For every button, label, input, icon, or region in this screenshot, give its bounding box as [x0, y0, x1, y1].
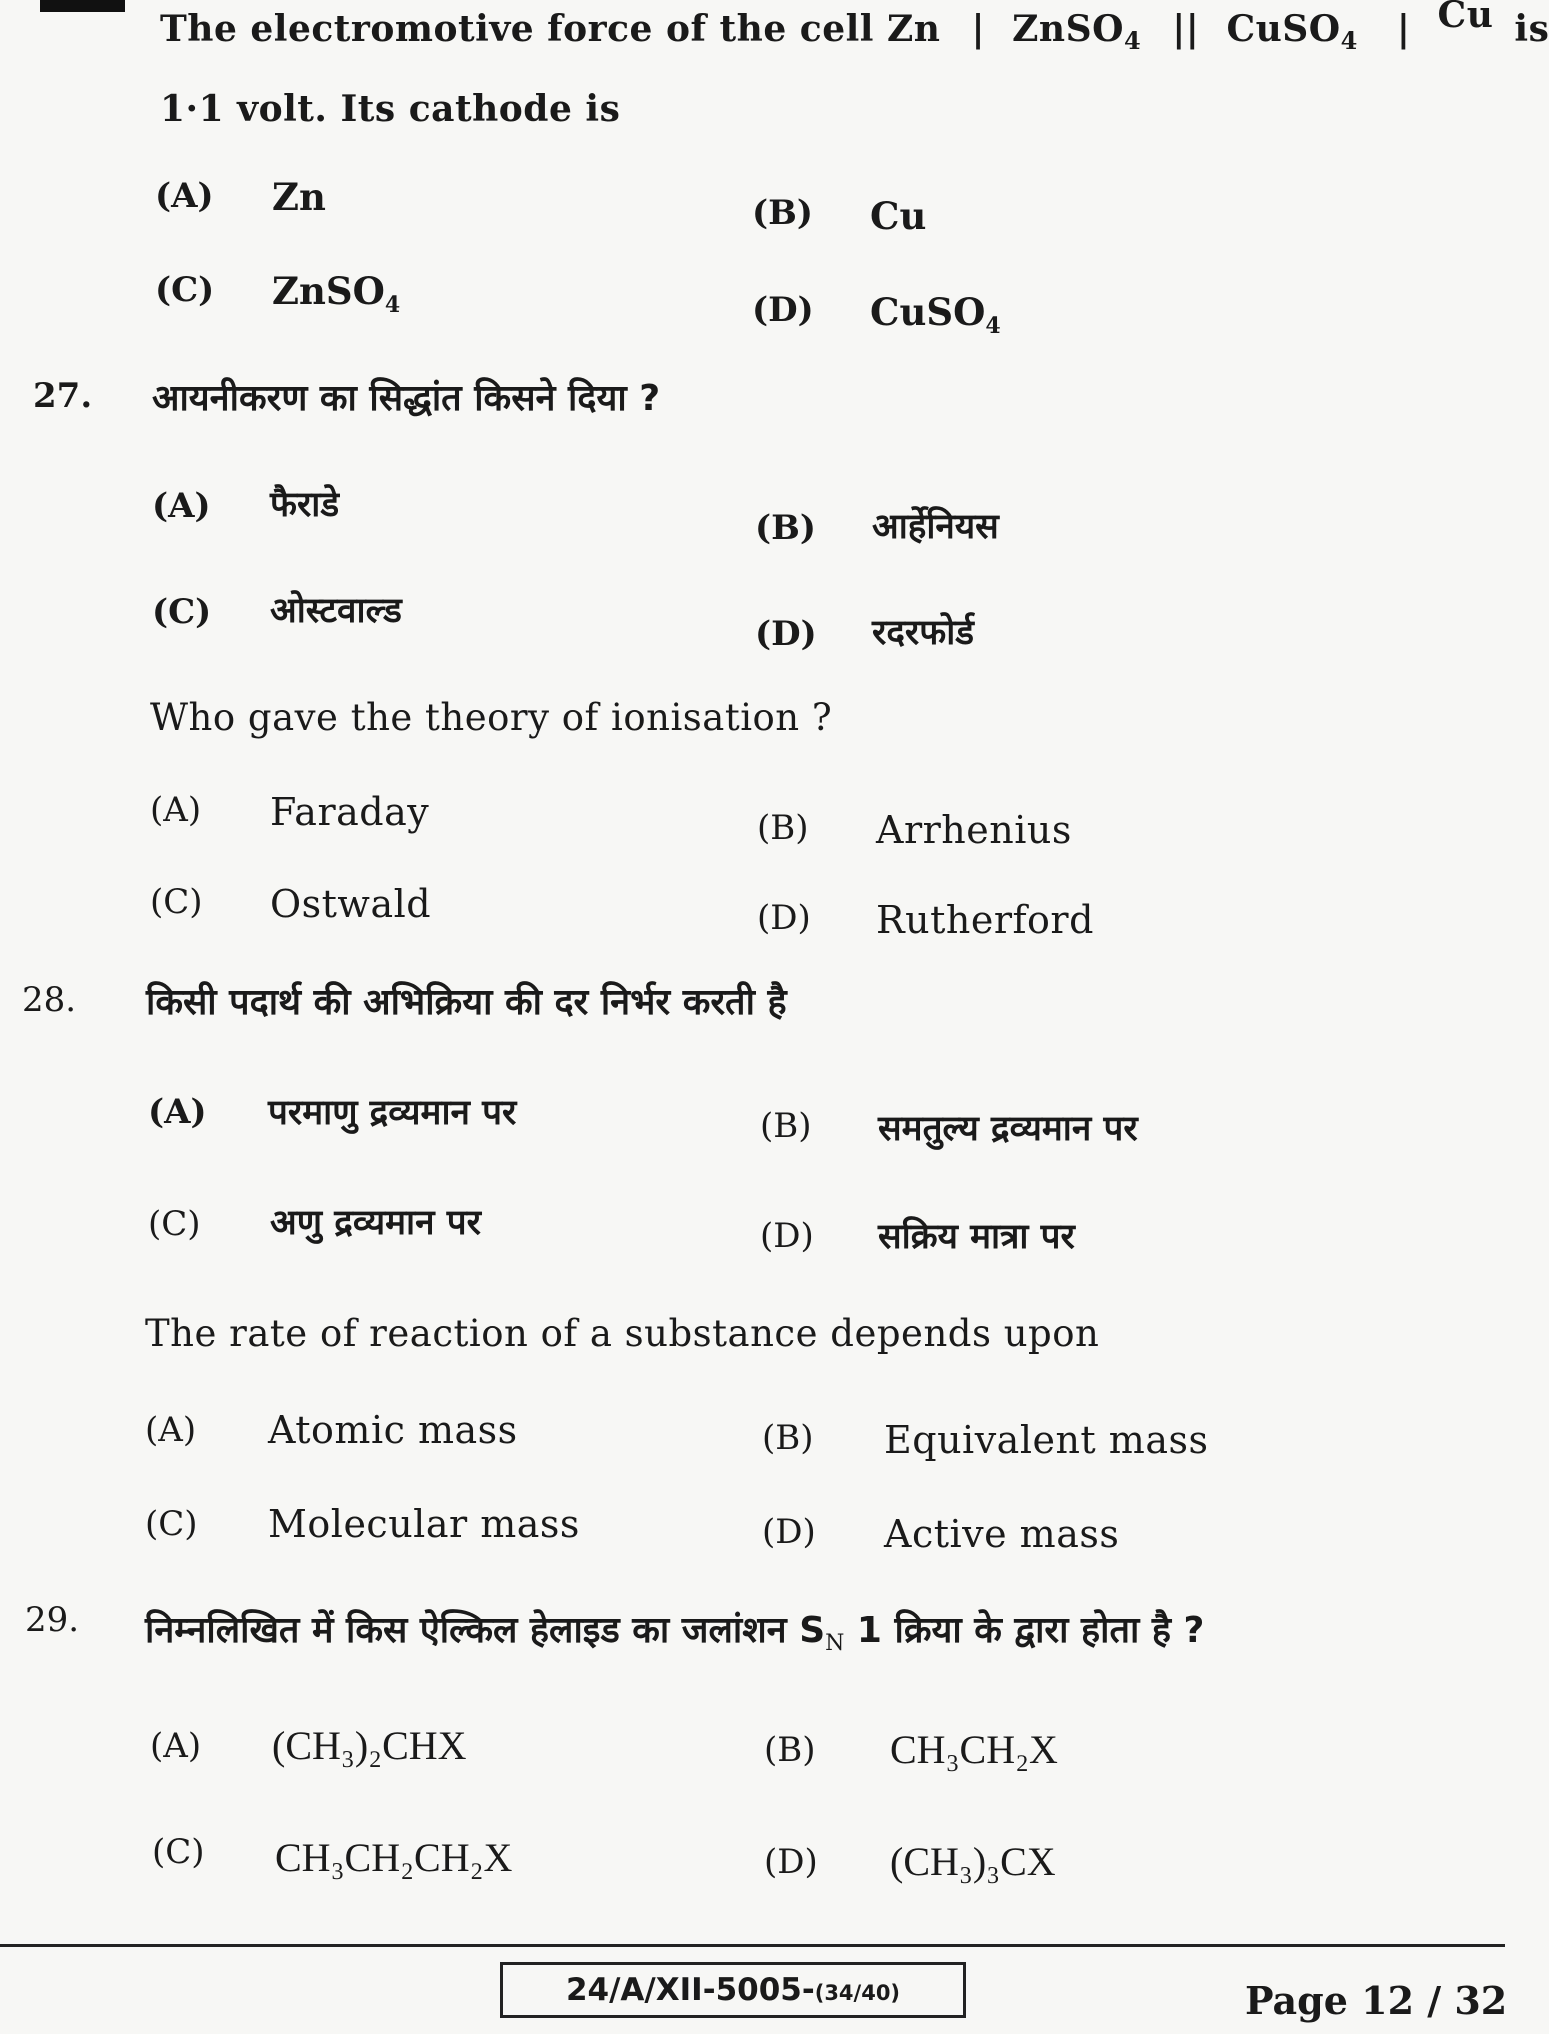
q28-hindi-opt-c-text: अणु द्रव्यमान पर: [270, 1203, 481, 1243]
q26-opt-c-text: [272, 269, 400, 318]
q27-eng-opt-a-text: Faraday: [270, 790, 430, 834]
q29-number: 29.: [25, 1600, 80, 1640]
q27-hindi-opt-d-text: रदरफोर्ड: [872, 613, 974, 653]
q26-cuso4: [1226, 8, 1358, 56]
q28-hindi-opt-b-letter: (B): [760, 1106, 812, 1146]
q26-question-line1: [160, 0, 1549, 56]
q27-eng-opt-d-text: Rutherford: [876, 898, 1094, 942]
q27-eng-opt-d-letter: (D): [757, 898, 811, 938]
paper-code: 24/A/XII-5005-: [565, 1972, 815, 2008]
q29-opt-b-letter: (B): [764, 1730, 816, 1770]
q28-eng-opt-d-letter: (D): [762, 1512, 816, 1552]
q27-hindi-opt-b-letter: (B): [755, 508, 816, 548]
q29-opt-a-text: (CH₃)₂CHX: [272, 1723, 467, 1768]
q27-hindi-question: आयनीकरण का सिद्धांत किसने दिया ?: [152, 378, 661, 419]
q26-is: is: [1514, 8, 1549, 50]
q26-opt-d-text: [870, 290, 1001, 339]
q29-opt-c-text: CH₃CH₂CH₂X: [275, 1835, 513, 1880]
q29-opt-d-letter: (D): [764, 1842, 818, 1882]
q26-opt-c-letter: (C): [155, 270, 215, 310]
q28-hindi-opt-c-letter: (C): [148, 1204, 201, 1244]
q26-cu-end: Cu: [1437, 0, 1494, 36]
q27-eng-opt-a-letter: (A): [150, 790, 202, 830]
q28-eng-opt-b-letter: (B): [762, 1418, 814, 1458]
q26-text-a: The electromotive force of the cell Zn: [160, 8, 941, 50]
q26-opt-a-text: Zn: [272, 175, 326, 219]
footer-divider: [0, 1944, 1505, 1947]
q27-eng-opt-c-letter: (C): [150, 882, 203, 922]
q27-eng-opt-b-letter: (B): [757, 808, 809, 848]
page-number: Page 12 / 32: [1245, 1978, 1508, 2023]
q29-question-part-a: निम्नलिखित में किस ऐल्किल हेलाइड का जलांशन S: [145, 1610, 826, 1651]
q27-hindi-opt-b-text: आर्हेनियस: [872, 507, 999, 547]
q29-question-part-b: 1 क्रिया के द्वारा होता है ?: [856, 1610, 1205, 1651]
q28-hindi-opt-b-text: समतुल्य द्रव्यमान पर: [878, 1109, 1138, 1149]
q29-opt-a-letter: (A): [150, 1726, 202, 1766]
q28-number: 28.: [22, 980, 77, 1020]
q27-english-question: Who gave the theory of ionisation ?: [150, 696, 833, 739]
q26-znso4: [1012, 8, 1142, 56]
q26-question-line2: 1·1 volt. Its cathode is: [160, 88, 621, 130]
q28-eng-opt-a-text: Atomic mass: [268, 1408, 518, 1452]
q26-bar-1: |: [971, 8, 986, 50]
q26-opt-b-letter: (B): [752, 193, 813, 233]
q26-opt-c-base: ZnSO: [272, 269, 385, 313]
q28-eng-opt-b-text: Equivalent mass: [884, 1418, 1209, 1462]
paper-code-set: (34/40): [814, 1981, 901, 2005]
q28-hindi-opt-d-text: सक्रिय मात्रा पर: [878, 1217, 1075, 1257]
q28-hindi-opt-a-text: परमाणु द्रव्यमान पर: [268, 1093, 517, 1133]
q28-eng-opt-a-letter: (A): [145, 1410, 197, 1450]
corner-registration-mark: [40, 0, 125, 12]
q28-eng-opt-c-letter: (C): [145, 1504, 198, 1544]
q26-opt-d-letter: (D): [752, 290, 814, 330]
q26-opt-c-sub: 4: [384, 292, 401, 318]
q28-hindi-question: किसी पदार्थ की अभिक्रिया की दर निर्भर करती है: [146, 982, 787, 1023]
q27-eng-opt-b-text: Arrhenius: [876, 808, 1072, 852]
q27-hindi-opt-a-letter: (A): [152, 486, 211, 526]
paper-code-box: [500, 1962, 966, 2018]
q26-cuso-sub: 4: [1340, 26, 1358, 56]
q28-eng-opt-d-text: Active mass: [884, 1512, 1120, 1556]
q29-sn-subscript: N: [825, 1631, 845, 1657]
q29-opt-c-letter: (C): [152, 1832, 205, 1872]
q28-hindi-opt-d-letter: (D): [760, 1216, 814, 1256]
q29-hindi-question: [145, 1604, 1204, 1656]
q26-znso: ZnSO: [1012, 8, 1124, 50]
q26-opt-d-sub: 4: [985, 313, 1001, 339]
q26-opt-b-text: Cu: [870, 194, 927, 238]
q27-eng-opt-c-text: Ostwald: [270, 882, 432, 926]
q26-opt-a-letter: (A): [155, 176, 214, 216]
q26-znso-sub: 4: [1123, 26, 1142, 56]
q27-hindi-opt-a-text: फैराडे: [270, 485, 340, 525]
q26-double-bar: ||: [1172, 8, 1200, 50]
q29-opt-d-text: (CH₃)₃CX: [890, 1839, 1056, 1884]
q29-opt-b-text: CH₃CH₂X: [890, 1727, 1058, 1772]
q26-cuso: CuSO: [1226, 8, 1341, 50]
q26-opt-d-base: CuSO: [870, 290, 986, 334]
q28-eng-opt-c-text: Molecular mass: [268, 1502, 580, 1546]
q26-bar-2: |: [1396, 8, 1411, 50]
q28-english-question: The rate of reaction of a substance depends upon: [145, 1312, 1100, 1355]
q27-hindi-opt-c-text: ओस्टवाल्ड: [270, 591, 402, 631]
q27-hindi-opt-c-letter: (C): [152, 592, 212, 632]
q27-hindi-opt-d-letter: (D): [755, 614, 817, 654]
q28-hindi-opt-a-letter: (A): [148, 1092, 207, 1132]
q27-number: 27.: [33, 376, 93, 416]
